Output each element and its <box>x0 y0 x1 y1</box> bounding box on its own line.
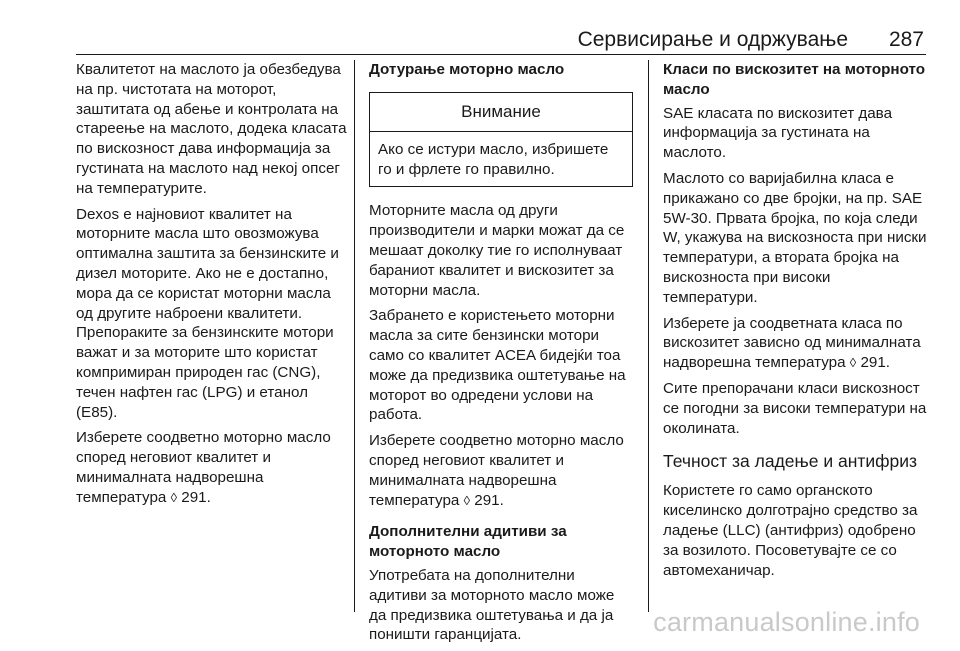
page-reference[interactable]: 291. <box>860 354 890 372</box>
column-divider <box>354 60 355 612</box>
section-heading: Дотурање моторно масло <box>369 61 565 78</box>
column-3 <box>663 60 929 586</box>
section-title: Сервисирање и одржување <box>577 28 848 51</box>
watermark: carmanualsonline.info <box>653 607 920 637</box>
warning-callout <box>369 92 633 188</box>
page-number: 287 <box>888 28 924 51</box>
paragraph: Користете го само органското киселинско долготрајно средство за ладење (LLC) (антифриз) одобрено за возилото. Посоветувајте се со автомеханичар. <box>663 482 918 579</box>
page-reference[interactable]: 291. <box>474 491 504 509</box>
paragraph-text: Изберете соодветно моторно масло според неговиот квалитет и минималната надворешна температура <box>369 432 624 509</box>
column-divider <box>648 60 649 612</box>
column-1 <box>76 60 348 514</box>
paragraph: Употребата на дополнителни адитиви за моторното масло може да предизвика оштетувања и да ја поништи гаранцијата. <box>369 566 615 644</box>
callout-title: Внимание <box>370 93 632 132</box>
paragraph-text: Изберете ја соодветната класа по вискозитет зависно од минималната надворешна температура <box>663 314 921 372</box>
paragraph <box>369 431 633 510</box>
paragraph: Квалитетот на маслото ја обезбедува на пр. чистотата на моторот, заштитата од абење и контролата на стареење на маслото, додека класата по вискозност дава информација за густината на маслото над некој опсег на температурите. <box>76 61 347 197</box>
column-2 <box>369 60 633 651</box>
paragraph: SAE класата по вискозитет дава информација за густината на маслото. <box>663 104 893 162</box>
section-heading-large: Течност за ладење и антифриз <box>663 451 918 472</box>
paragraph: Dexos е најновиот квалитет на моторните масла што овозможува оптимална заштита за бензинските и дизел моторите. Ако не е достапно, мора да се користат моторни масла од другите наброени квалитети. Препораките за бензинските мотори важат и за моторите што користат компримиран природен гас (CNG), течен нафтен гас (LPG) и етанол (E85). <box>76 205 339 421</box>
paragraph <box>76 428 348 507</box>
paragraph-text: Изберете соодветно моторно масло според неговиот квалитет и минималната надворешна температура <box>76 429 331 506</box>
section-subheading: Дополнителни адитиви за моторното масло <box>369 523 567 561</box>
page-reference-icon: ◊ <box>849 355 857 371</box>
page-reference-icon: ◊ <box>170 489 178 505</box>
page-header <box>76 26 926 55</box>
paragraph: Сите препорачани класи вискозност се погодни за високи температури на околината. <box>663 379 927 437</box>
callout-body: Ако се истури масло, избришете го и фрлете го правилно. <box>378 140 609 178</box>
paragraph: Маслото со варијабилна класа е прикажано со две бројки, на пр. SAE 5W-30. Првата бројка, по која следи W, укажува на вискозноста при ниски температури, а втората бројка на вискозноста при високи температури. <box>663 169 927 306</box>
paragraph <box>663 314 929 373</box>
section-heading: Класи по вискозитет на моторното масло <box>663 61 926 98</box>
page-reference[interactable]: 291. <box>181 488 211 506</box>
page-reference-icon: ◊ <box>463 492 471 508</box>
paragraph: Моторните масла од други производители и марки можат да се мешаат доколку тие го исполнуваат бараниот квалитет и вискозитет за моторни масла. <box>369 202 625 299</box>
paragraph: Забрането е користењето моторни масла за сите бензински мотори само со квалитет ACEA бидејќи тоа може да предизвика оштетување на моторот во одредени услови на работа. <box>369 307 626 424</box>
